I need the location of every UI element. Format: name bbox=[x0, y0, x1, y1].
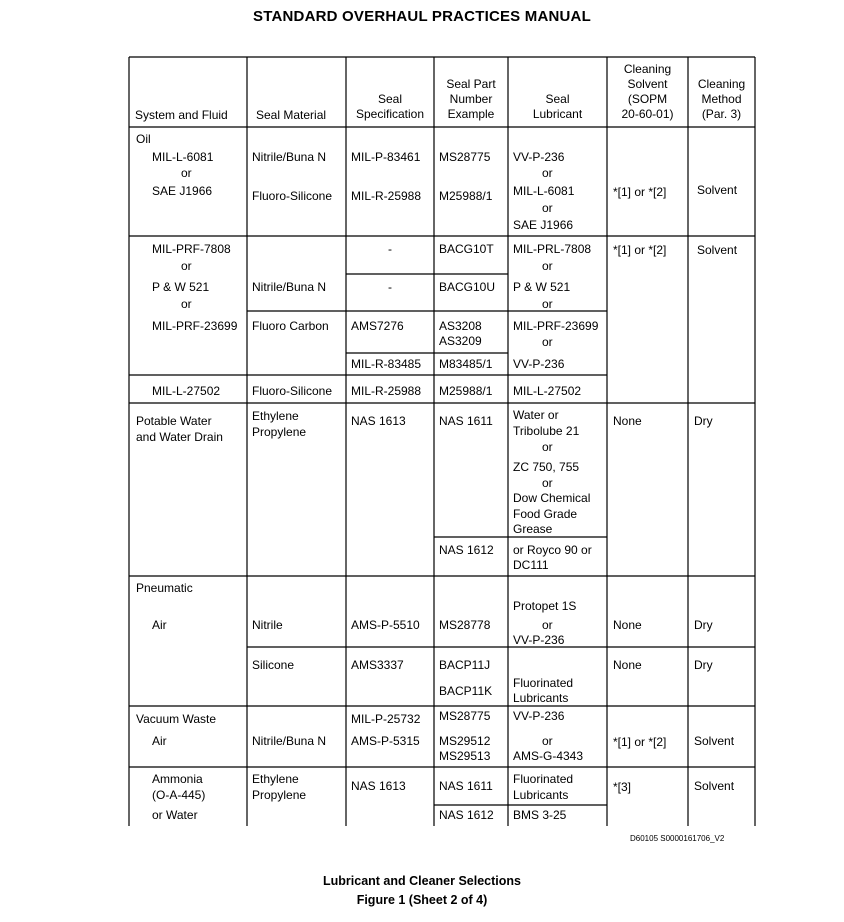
oil-solv-a: *[1] or *[2] bbox=[613, 185, 667, 199]
ammonia-method: Solvent bbox=[694, 779, 735, 793]
oil-lube-a-or1: or bbox=[542, 166, 553, 180]
header-seal-part-number: Seal Part Number Example bbox=[446, 77, 496, 121]
oil-mat-c: Fluoro-Silicone bbox=[252, 384, 333, 398]
pneumatic-mat-1: Nitrile bbox=[252, 618, 283, 632]
oil-part-a2: M25988/1 bbox=[439, 189, 493, 203]
header-system-and-fluid: System and Fluid bbox=[135, 108, 228, 122]
oil-lube-a3: SAE J1966 bbox=[513, 218, 574, 232]
ammonia-mat-1: Ethylene bbox=[252, 772, 299, 786]
ammonia-lube-1b: Lubricants bbox=[513, 788, 569, 802]
pneumatic-part-2a: BACP11J bbox=[439, 658, 491, 672]
header-cleaning-solvent: Cleaning Solvent (SOPM 20-60-01) bbox=[621, 62, 674, 121]
oil-part-b3b: AS3209 bbox=[439, 334, 482, 348]
pneumatic-spec-2: AMS3337 bbox=[351, 658, 404, 672]
vacuum-mat: Nitrile/Buna N bbox=[252, 734, 327, 748]
water-lube-1: Water or bbox=[513, 408, 559, 422]
oil-part-b3a: AS3208 bbox=[439, 319, 482, 333]
water-lube-6: Grease bbox=[513, 522, 553, 536]
water-lube-or1: or bbox=[542, 440, 553, 454]
ammonia-spec: NAS 1613 bbox=[351, 779, 406, 793]
oil-lube-b2: P & W 521 bbox=[513, 280, 571, 294]
vacuum-part-2: MS29512 bbox=[439, 734, 491, 748]
ammonia-lube-2: BMS 3-25 bbox=[513, 808, 567, 822]
ammonia-mat-2: Propylene bbox=[252, 788, 307, 802]
ammonia-solvent: *[3] bbox=[613, 780, 632, 794]
pneumatic-lube-1b: VV-P-236 bbox=[513, 633, 565, 647]
oil-sys-b3: MIL-PRF-23699 bbox=[152, 319, 238, 333]
oil-mat-a1: Nitrile/Buna N bbox=[252, 150, 327, 164]
pneumatic-part-2b: BACP11K bbox=[439, 684, 493, 698]
ammonia-sys-1: Ammonia bbox=[152, 772, 203, 786]
oil-sys-a2: SAE J1966 bbox=[152, 184, 213, 198]
vacuum-lube-1: VV-P-236 bbox=[513, 709, 565, 723]
pneumatic-lube-1or: or bbox=[542, 618, 553, 632]
pneumatic-group-label: Pneumatic bbox=[136, 581, 193, 595]
oil-sys-c: MIL-L-27502 bbox=[152, 384, 221, 398]
water-lube-or2: or bbox=[542, 476, 553, 490]
header-seal-material: Seal Material bbox=[256, 108, 327, 122]
oil-solv-b: *[1] or *[2] bbox=[613, 243, 667, 257]
vacuum-sys-air: Air bbox=[152, 734, 167, 748]
water-lube-3: ZC 750, 755 bbox=[513, 460, 580, 474]
vacuum-spec-1: MIL-P-25732 bbox=[351, 712, 421, 726]
oil-lube-b1: MIL-PRL-7808 bbox=[513, 242, 592, 256]
pneumatic-solv-1: None bbox=[613, 618, 642, 632]
oil-spec-c: MIL-R-25988 bbox=[351, 384, 422, 398]
oil-spec-b2: - bbox=[388, 280, 392, 294]
header-seal-specification: Seal Specification bbox=[355, 92, 425, 121]
oil-sys-b2: P & W 521 bbox=[152, 280, 210, 294]
oil-part-c: M25988/1 bbox=[439, 384, 493, 398]
ammonia-sys-3: or Water bbox=[152, 808, 198, 822]
oil-lube-b-or2: or bbox=[542, 297, 553, 311]
pneumatic-lube-2b: Lubricants bbox=[513, 691, 569, 705]
vacuum-method: Solvent bbox=[694, 734, 735, 748]
oil-sys-a1: MIL-L-6081 bbox=[152, 150, 214, 164]
oil-lube-a-or2: or bbox=[542, 201, 553, 215]
water-lube-4: Dow Chemical bbox=[513, 491, 591, 505]
pneumatic-lube-2a: Fluorinated bbox=[513, 676, 574, 690]
oil-group-label: Oil bbox=[136, 132, 151, 146]
ammonia-part-1: NAS 1611 bbox=[439, 779, 493, 793]
pneumatic-lube-1a: Protopet 1S bbox=[513, 599, 577, 613]
oil-lube-a1: VV-P-236 bbox=[513, 150, 565, 164]
oil-part-b2: BACG10U bbox=[439, 280, 496, 294]
oil-lube-b3: MIL-PRF-23699 bbox=[513, 319, 599, 333]
ammonia-lube-1a: Fluorinated bbox=[513, 772, 574, 786]
ammonia-part-2: NAS 1612 bbox=[439, 808, 494, 822]
figure-caption-sheet: Figure 1 (Sheet 2 of 4) bbox=[356, 893, 488, 907]
water-lube-7: or Royco 90 or bbox=[513, 543, 592, 557]
oil-lube-c: MIL-L-27502 bbox=[513, 384, 582, 398]
oil-meth-b: Solvent bbox=[697, 243, 738, 257]
vacuum-solvent: *[1] or *[2] bbox=[613, 735, 667, 749]
vacuum-lube-or: or bbox=[542, 734, 553, 748]
oil-part-b4: M83485/1 bbox=[439, 357, 493, 371]
figure-id: D60105 S0000161706_V2 bbox=[630, 834, 725, 843]
oil-or-a1: or bbox=[181, 166, 192, 180]
water-method: Dry bbox=[694, 414, 713, 428]
vacuum-group-label: Vacuum Waste bbox=[136, 712, 217, 726]
oil-lube-b-or3: or bbox=[542, 335, 553, 349]
water-part-2: NAS 1612 bbox=[439, 543, 494, 557]
pneumatic-meth-2: Dry bbox=[694, 658, 713, 672]
water-lube-8: DC111 bbox=[513, 558, 549, 572]
pneumatic-part-1: MS28778 bbox=[439, 618, 491, 632]
water-sys-1: Potable Water bbox=[136, 414, 212, 428]
oil-meth-a: Solvent bbox=[697, 183, 738, 197]
water-lube-5: Food Grade bbox=[513, 507, 578, 521]
oil-or-b2: or bbox=[181, 297, 192, 311]
vacuum-lube-2: AMS-G-4343 bbox=[513, 749, 584, 763]
water-mat-2: Propylene bbox=[252, 425, 307, 439]
pneumatic-solv-2: None bbox=[613, 658, 642, 672]
water-mat-1: Ethylene bbox=[252, 409, 299, 423]
oil-spec-b4: MIL-R-83485 bbox=[351, 357, 422, 371]
header-seal-lubricant: Seal Lubricant bbox=[532, 92, 583, 121]
oil-spec-a1: MIL-P-83461 bbox=[351, 150, 421, 164]
page-title: STANDARD OVERHAUL PRACTICES MANUAL bbox=[253, 8, 591, 25]
oil-spec-b1: - bbox=[388, 242, 392, 256]
water-part-1: NAS 1611 bbox=[439, 414, 493, 428]
pneumatic-mat-2: Silicone bbox=[252, 658, 295, 672]
oil-or-b1: or bbox=[181, 259, 192, 273]
water-solvent: None bbox=[613, 414, 642, 428]
oil-lube-b4: VV-P-236 bbox=[513, 357, 565, 371]
oil-spec-b3: AMS7276 bbox=[351, 319, 404, 333]
vacuum-spec-2: AMS-P-5315 bbox=[351, 734, 420, 748]
oil-sys-b1: MIL-PRF-7808 bbox=[152, 242, 231, 256]
figure-caption-title: Lubricant and Cleaner Selections bbox=[323, 874, 521, 888]
header-cleaning-method: Cleaning Method (Par. 3) bbox=[697, 77, 746, 121]
oil-mat-a2: Fluoro-Silicone bbox=[252, 189, 333, 203]
oil-mat-b1: Nitrile/Buna N bbox=[252, 280, 327, 294]
water-lube-2: Tribolube 21 bbox=[513, 424, 580, 438]
water-sys-2: and Water Drain bbox=[136, 430, 223, 444]
oil-lube-a2: MIL-L-6081 bbox=[513, 184, 575, 198]
ammonia-sys-2: (O-A-445) bbox=[152, 788, 206, 802]
pneumatic-spec-1: AMS-P-5510 bbox=[351, 618, 420, 632]
pneumatic-meth-1: Dry bbox=[694, 618, 713, 632]
water-spec: NAS 1613 bbox=[351, 414, 406, 428]
pneumatic-sys-air: Air bbox=[152, 618, 167, 632]
vacuum-part-3: MS29513 bbox=[439, 749, 491, 763]
oil-spec-a2: MIL-R-25988 bbox=[351, 189, 422, 203]
oil-part-b1: BACG10T bbox=[439, 242, 494, 256]
oil-lube-b-or1: or bbox=[542, 259, 553, 273]
oil-mat-b2: Fluoro Carbon bbox=[252, 319, 329, 333]
vacuum-part-1: MS28775 bbox=[439, 709, 491, 723]
oil-part-a1: MS28775 bbox=[439, 150, 491, 164]
